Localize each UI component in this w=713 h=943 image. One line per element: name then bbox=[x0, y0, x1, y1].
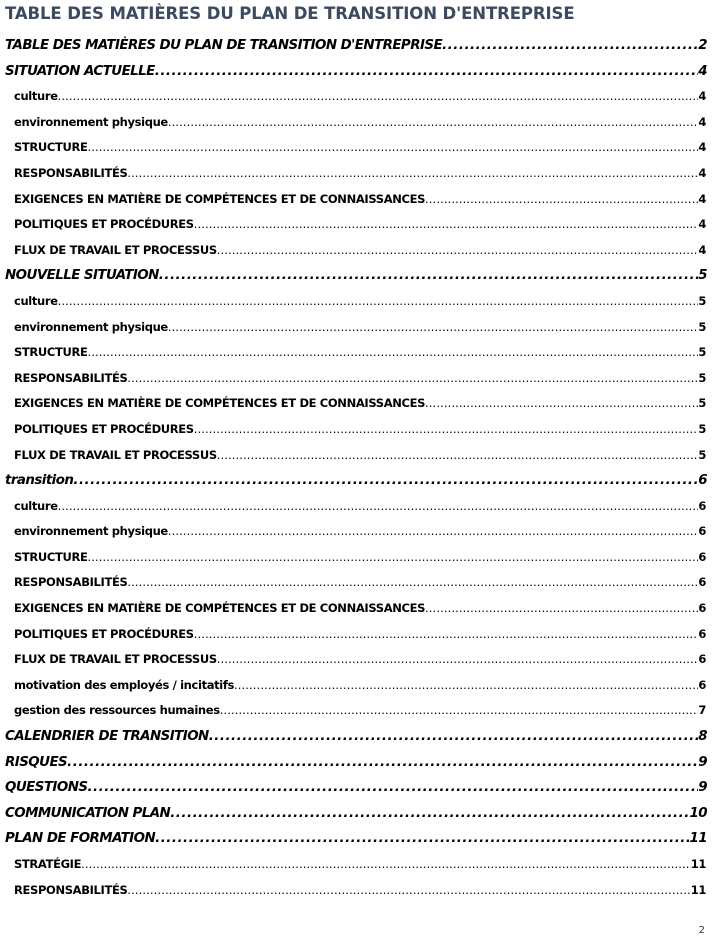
toc-entry-label: STRUCTURE bbox=[14, 140, 88, 155]
toc-entry-label: STRUCTURE bbox=[14, 345, 88, 360]
toc-entry-page: 11 bbox=[689, 831, 707, 847]
toc-entry-label: STRATÉGIE bbox=[14, 857, 82, 871]
toc-dot-leader bbox=[168, 519, 698, 545]
toc-entry-level-2[interactable] bbox=[5, 289, 711, 315]
toc-dot-leader bbox=[58, 494, 699, 520]
toc-heading: TABLE DES MATIÈRES DU PLAN DE TRANSITION D'ENTREPRISE bbox=[5, 4, 575, 23]
toc-entry-page: 5 bbox=[698, 293, 706, 308]
toc-entry-label: FLUX DE TRAVAIL ET PROCESSUS bbox=[14, 652, 217, 667]
toc-entry-label: POLITIQUES ET PROCÉDURES bbox=[14, 217, 194, 232]
toc-entry-label: transition bbox=[5, 473, 74, 489]
toc-entry-level-2[interactable] bbox=[5, 698, 711, 724]
toc-dot-leader bbox=[194, 417, 699, 443]
toc-entry-level-2[interactable] bbox=[5, 417, 711, 443]
toc-entry-page: 4 bbox=[698, 140, 706, 155]
toc-entry-page: 9 bbox=[698, 780, 707, 796]
toc-entry-level-1[interactable] bbox=[5, 801, 711, 827]
toc-dot-leader bbox=[217, 647, 699, 673]
toc-entry-label: EXIGENCES EN MATIÈRE DE COMPÉTENCES ET DE CONNAISSANCES bbox=[14, 396, 426, 411]
toc-entry-level-1[interactable] bbox=[5, 775, 711, 801]
toc-dot-leader bbox=[234, 673, 698, 699]
toc-entry-label: culture bbox=[14, 498, 58, 513]
toc-entry-page: 4 bbox=[698, 63, 707, 79]
toc-entry-label: environnement physique bbox=[14, 524, 168, 539]
toc-entry-level-2[interactable] bbox=[5, 545, 711, 571]
toc-dot-leader bbox=[127, 878, 690, 904]
toc-entry-level-1[interactable] bbox=[5, 33, 711, 59]
toc-entry-page: 5 bbox=[698, 421, 706, 436]
toc-entry-level-2[interactable] bbox=[5, 340, 711, 366]
toc-entry-level-2[interactable] bbox=[5, 315, 711, 341]
toc-entry-label: environnement physique bbox=[14, 114, 168, 129]
toc-dot-leader bbox=[155, 826, 689, 852]
toc-entry-page: 4 bbox=[698, 165, 706, 180]
toc-dot-leader bbox=[442, 33, 698, 59]
toc-entry-label: CALENDRIER DE TRANSITION bbox=[5, 729, 209, 745]
toc-entry-page: 5 bbox=[698, 396, 706, 411]
toc-entry-page: 4 bbox=[698, 89, 706, 104]
toc-dot-leader bbox=[425, 187, 698, 213]
toc-entry-page: 4 bbox=[698, 114, 706, 129]
toc-entry-label: POLITIQUES ET PROCÉDURES bbox=[14, 421, 194, 436]
toc-entry-page: 4 bbox=[698, 191, 706, 206]
toc-entry-level-2[interactable] bbox=[5, 673, 711, 699]
toc-entry-page: 5 bbox=[698, 319, 706, 334]
toc-entry-level-2[interactable] bbox=[5, 852, 711, 878]
toc-entry-level-1[interactable] bbox=[5, 59, 711, 85]
toc-entry-level-1[interactable] bbox=[5, 724, 711, 750]
toc-entry-label: EXIGENCES EN MATIÈRE DE COMPÉTENCES ET DE CONNAISSANCES bbox=[14, 601, 426, 616]
toc-entry-page: 10 bbox=[689, 805, 707, 821]
toc-dot-leader bbox=[67, 750, 698, 776]
toc-entry-page: 5 bbox=[698, 447, 706, 462]
toc-entry-page: 6 bbox=[698, 549, 706, 564]
toc-entry-label: COMMUNICATION PLAN bbox=[5, 805, 171, 821]
toc-dot-leader bbox=[73, 468, 698, 494]
toc-entry-label: PLAN DE FORMATION bbox=[5, 831, 156, 847]
toc-entry-page: 11 bbox=[690, 857, 706, 871]
toc-entry-page: 11 bbox=[690, 882, 706, 897]
toc-entry-page: 5 bbox=[698, 345, 706, 360]
toc-entry-level-2[interactable] bbox=[5, 519, 711, 545]
toc-entry-level-2[interactable] bbox=[5, 212, 711, 238]
toc-dot-leader bbox=[127, 570, 698, 596]
toc-entry-level-2[interactable] bbox=[5, 187, 711, 213]
toc-entry-level-2[interactable] bbox=[5, 391, 711, 417]
toc-entry-page: 6 bbox=[698, 677, 706, 692]
toc-entry-page: 6 bbox=[698, 473, 707, 489]
toc-dot-leader bbox=[209, 724, 699, 750]
toc-entry-label: RISQUES bbox=[5, 754, 68, 770]
toc-dot-leader bbox=[425, 596, 698, 622]
toc-entry-page: 6 bbox=[698, 524, 706, 539]
toc-entry-level-2[interactable] bbox=[5, 596, 711, 622]
toc-entry-label: STRUCTURE bbox=[14, 549, 88, 564]
toc-entry-page: 6 bbox=[698, 652, 706, 667]
toc-entry-page: 4 bbox=[698, 217, 706, 232]
toc-dot-leader bbox=[88, 545, 699, 571]
toc-entry-label: NOUVELLE SITUATION bbox=[5, 268, 159, 284]
toc-entry-label: RESPONSABILITÉS bbox=[14, 165, 128, 180]
toc-entry-page: 2 bbox=[698, 38, 707, 53]
toc-dot-leader bbox=[159, 263, 698, 289]
toc-entry-label: RESPONSABILITÉS bbox=[14, 370, 128, 385]
toc-entry-label: environnement physique bbox=[14, 319, 168, 334]
toc-entry-label: POLITIQUES ET PROCÉDURES bbox=[14, 626, 194, 641]
toc-entry-label: TABLE DES MATIÈRES DU PLAN DE TRANSITION D'ENTREPRISE bbox=[5, 38, 443, 53]
toc-entry-level-1[interactable] bbox=[5, 468, 711, 494]
toc-entry-level-1[interactable] bbox=[5, 263, 711, 289]
toc-dot-leader bbox=[81, 852, 691, 878]
toc-dot-leader bbox=[88, 340, 699, 366]
toc-entry-level-1[interactable] bbox=[5, 826, 711, 852]
toc-entry-level-2[interactable] bbox=[5, 878, 711, 904]
toc-entry-label: RESPONSABILITÉS bbox=[14, 575, 128, 590]
toc-entry-label: QUESTIONS bbox=[5, 780, 88, 796]
toc-entry-page: 6 bbox=[698, 626, 706, 641]
toc-entry-page: 9 bbox=[698, 754, 707, 770]
toc-entry-label: FLUX DE TRAVAIL ET PROCESSUS bbox=[14, 447, 217, 462]
page-number: 2 bbox=[698, 925, 705, 936]
toc-entry-label: motivation des employés / incitatifs bbox=[14, 677, 235, 692]
toc-entry-level-2[interactable] bbox=[5, 443, 711, 469]
toc-entry-level-2[interactable] bbox=[5, 84, 711, 110]
table-of-contents bbox=[5, 33, 711, 903]
toc-entry-label: culture bbox=[14, 89, 58, 104]
toc-entry-level-2[interactable] bbox=[5, 161, 711, 187]
toc-entry-level-2[interactable] bbox=[5, 494, 711, 520]
toc-entry-level-2[interactable] bbox=[5, 366, 711, 392]
toc-dot-leader bbox=[168, 315, 698, 341]
toc-dot-leader bbox=[155, 59, 698, 85]
toc-dot-leader bbox=[194, 212, 699, 238]
toc-dot-leader bbox=[58, 84, 699, 110]
toc-dot-leader bbox=[87, 775, 698, 801]
toc-entry-level-2[interactable] bbox=[5, 647, 711, 673]
toc-entry-label: gestion des ressources humaines bbox=[14, 703, 220, 718]
toc-entry-label: RESPONSABILITÉS bbox=[14, 882, 128, 897]
toc-dot-leader bbox=[217, 443, 699, 469]
toc-entry-level-2[interactable] bbox=[5, 238, 711, 264]
toc-entry-page: 6 bbox=[698, 498, 706, 513]
toc-entry-label: FLUX DE TRAVAIL ET PROCESSUS bbox=[14, 242, 217, 257]
toc-entry-label: culture bbox=[14, 293, 58, 308]
toc-entry-level-1[interactable] bbox=[5, 750, 711, 776]
toc-dot-leader bbox=[88, 135, 699, 161]
toc-dot-leader bbox=[217, 238, 699, 264]
toc-entry-level-2[interactable] bbox=[5, 622, 711, 648]
toc-dot-leader bbox=[168, 110, 698, 136]
toc-entry-level-2[interactable] bbox=[5, 570, 711, 596]
toc-dot-leader bbox=[170, 801, 689, 827]
toc-entry-page: 6 bbox=[698, 601, 706, 616]
toc-entry-label: EXIGENCES EN MATIÈRE DE COMPÉTENCES ET DE CONNAISSANCES bbox=[14, 191, 426, 206]
toc-dot-leader bbox=[127, 161, 698, 187]
toc-dot-leader bbox=[194, 622, 699, 648]
toc-entry-page: 4 bbox=[698, 242, 706, 257]
toc-dot-leader bbox=[127, 366, 698, 392]
toc-entry-level-2[interactable] bbox=[5, 110, 711, 136]
toc-dot-leader bbox=[58, 289, 699, 315]
toc-entry-page: 8 bbox=[698, 729, 707, 745]
toc-dot-leader bbox=[220, 698, 699, 724]
toc-entry-page: 5 bbox=[698, 268, 707, 284]
toc-entry-page: 5 bbox=[698, 370, 706, 385]
toc-dot-leader bbox=[425, 391, 698, 417]
toc-entry-page: 6 bbox=[698, 575, 706, 590]
toc-entry-page: 7 bbox=[698, 703, 706, 718]
toc-entry-level-2[interactable] bbox=[5, 135, 711, 161]
toc-entry-label: SITUATION ACTUELLE bbox=[5, 63, 155, 79]
